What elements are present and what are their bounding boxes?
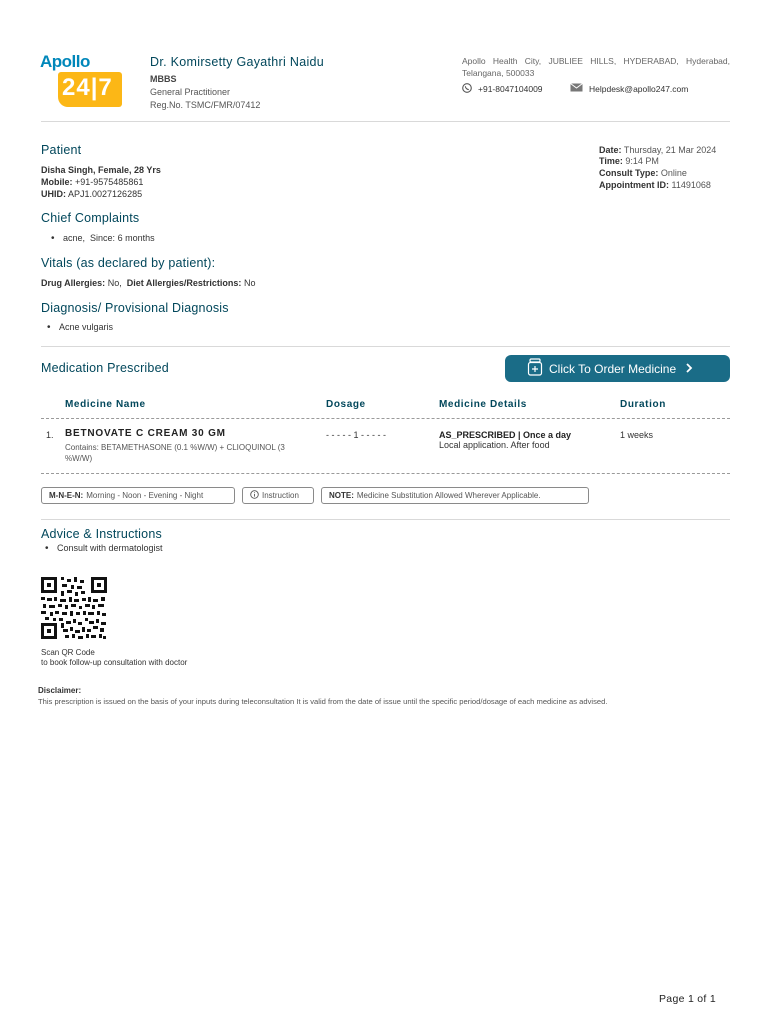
mnen-label: M-N-E-N:: [49, 491, 84, 500]
instruction-legend: [242, 487, 314, 504]
qr-finder-bottom-left: [41, 623, 57, 639]
appt-value: 11491068: [671, 180, 711, 190]
substitution-note: [321, 487, 589, 504]
allergies-line: [41, 278, 255, 288]
logo-brand: Apollo: [40, 52, 90, 71]
since-label: Since:: [90, 233, 116, 243]
instruction-text: Instruction: [262, 491, 299, 500]
qr-finder-top-right: [91, 577, 107, 593]
consult-type: [599, 168, 687, 180]
clinic-phone: [462, 83, 543, 95]
since-value: 6 months: [117, 233, 155, 243]
page-number: Page 1 of 1: [659, 993, 717, 1005]
complaints-heading: Chief Complaints: [41, 211, 140, 225]
divider-advice: [41, 519, 730, 520]
doctor-speciality: General Practitioner: [150, 87, 231, 97]
patient-name: Disha Singh, Female, 28 Yrs: [41, 165, 161, 175]
disclaimer-text: This prescription is issued on the basis of your inputs during teleconsultation It is valid from the date of issue until the specific period/dosage of each medicine as advised.: [38, 697, 608, 706]
time-value: 9:14 PM: [625, 156, 659, 166]
qr-code: [41, 577, 107, 639]
mnen-text: Morning - Noon - Evening - Night: [86, 491, 204, 500]
mail-icon: [570, 83, 583, 94]
consult-time: [599, 156, 659, 168]
diet-allergy-label: Diet Allergies/Restrictions:: [126, 278, 242, 288]
clinic-address: Apollo Health City, JUBLIEE HILLS, HYDERABAD, Hyderabad, Telangana, 500033: [462, 56, 730, 78]
type-value: Online: [660, 168, 687, 178]
mobile-value: +91-9575485861: [75, 177, 144, 187]
doctor-reg-no: Reg.No. TSMC/FMR/07412: [150, 100, 261, 110]
complaint-text: acne,: [63, 233, 86, 243]
medicine-duration: 1 weeks: [620, 430, 654, 440]
vitals-heading: [41, 256, 215, 270]
divider-medication: [41, 346, 730, 347]
diagnosis-item: • Acne vulgaris: [59, 322, 113, 332]
complaint-item: [63, 233, 155, 243]
col-medicine-details: Medicine Details: [439, 399, 527, 410]
time-label: Time:: [599, 156, 623, 166]
disclaimer-label: Disclaimer:: [38, 686, 82, 695]
doctor-degree: MBBS: [150, 74, 177, 84]
whatsapp-icon: [462, 83, 472, 95]
medicine-bottle-icon: [527, 358, 543, 379]
order-medicine-button[interactable]: [505, 355, 730, 382]
medicine-contains: Contains: BETAMETHASONE (0.1 %W/W) + CLIOQUINOL (3 %W/W): [65, 443, 285, 463]
logo-number: 24|7: [62, 74, 113, 101]
apollo-247-logo: [40, 52, 124, 112]
header-divider: [41, 121, 730, 122]
appt-label: Appointment ID:: [599, 180, 669, 190]
appointment-id: [599, 180, 711, 192]
chevron-right-icon: [685, 362, 693, 376]
medicine-details-note: Local application. After food: [439, 440, 550, 450]
diet-allergy-value: No: [243, 278, 256, 288]
drug-allergy-label: Drug Allergies:: [41, 278, 106, 288]
note-label: NOTE:: [329, 491, 354, 500]
medicine-dosage: - - - - - 1 - - - - -: [326, 430, 386, 440]
date-value: Thursday, 21 Mar 2024: [623, 145, 717, 155]
col-dosage: Dosage: [326, 399, 366, 410]
medication-heading: Medication Prescribed: [41, 361, 169, 375]
medicine-details: AS_PRESCRIBED | Once a day: [439, 430, 572, 440]
vitals-note: (as declared by patient):: [76, 256, 216, 270]
info-icon: [250, 490, 259, 501]
patient-heading: Patient: [41, 143, 82, 157]
row-index: 1.: [46, 430, 54, 440]
note-text: Medicine Substitution Allowed Wherever Applicable.: [356, 491, 541, 500]
doctor-name: Dr. Komirsetty Gayathri Naidu: [150, 55, 325, 69]
table-header-divider: [41, 418, 730, 419]
diagnosis-heading: Diagnosis/ Provisional Diagnosis: [41, 301, 229, 315]
clinic-email-text: Helpdesk@apollo247.com: [589, 83, 689, 94]
mobile-label: Mobile:: [41, 177, 73, 187]
order-medicine-label: Click To Order Medicine: [549, 361, 677, 376]
advice-item: • Consult with dermatologist: [57, 543, 163, 553]
drug-allergy-value: No,: [107, 278, 122, 288]
table-bottom-divider: [41, 473, 730, 474]
uhid-label: UHID:: [41, 189, 66, 199]
vitals-title: Vitals: [41, 256, 73, 270]
qr-caption-2: to book follow-up consultation with doctor: [41, 658, 188, 667]
mnen-legend: [41, 487, 235, 504]
type-label: Consult Type:: [599, 168, 659, 178]
consult-date: [599, 145, 716, 157]
patient-mobile: [41, 177, 143, 187]
col-medicine-name: Medicine Name: [65, 399, 146, 410]
medicine-name: BETNOVATE C CREAM 30 GM: [65, 428, 226, 439]
col-duration: Duration: [620, 399, 666, 410]
clinic-phone-text: +91-8047104009: [478, 84, 543, 94]
qr-caption-1: Scan QR Code: [41, 648, 95, 657]
advice-heading: Advice & Instructions: [41, 527, 162, 541]
clinic-email: [570, 83, 688, 94]
uhid-value: APJ1.0027126285: [68, 189, 143, 199]
date-label: Date:: [599, 145, 622, 155]
patient-uhid: [41, 189, 142, 199]
qr-finder-top-left: [41, 577, 57, 593]
